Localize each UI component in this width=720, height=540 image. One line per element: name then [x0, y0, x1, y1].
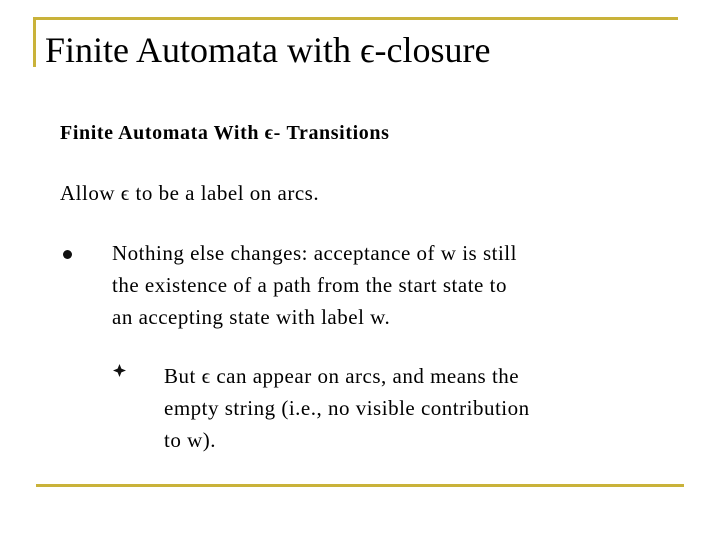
bullet-line: Nothing else changes: acceptance of w is still [112, 241, 517, 265]
sub-bullet-line: to w). [164, 428, 216, 452]
frame-bottom-line [36, 484, 684, 487]
sub-bullet-line: empty string (i.e., no visible contribution [164, 396, 530, 420]
sub-bullet-text [164, 360, 654, 456]
frame-left-line [33, 17, 36, 67]
scan-allow-text: Allow ϵ to be a label on arcs. [60, 181, 320, 205]
scanned-page-image [60, 112, 660, 462]
slide-title: Finite Automata with ϵ-closure [45, 30, 491, 70]
bullet-line: an accepting state with label w. [112, 305, 391, 329]
sub-bullet-line: But ϵ can appear on arcs, and means the [164, 364, 520, 388]
diamond-bullet-icon [113, 364, 126, 377]
bullet-line: the existence of a path from the start state to [112, 273, 507, 297]
scan-heading: Finite Automata With ϵ- Transitions [60, 122, 390, 144]
frame-top-line [33, 17, 678, 20]
bullet-text [112, 237, 652, 333]
bullet-dot-icon [63, 250, 72, 259]
